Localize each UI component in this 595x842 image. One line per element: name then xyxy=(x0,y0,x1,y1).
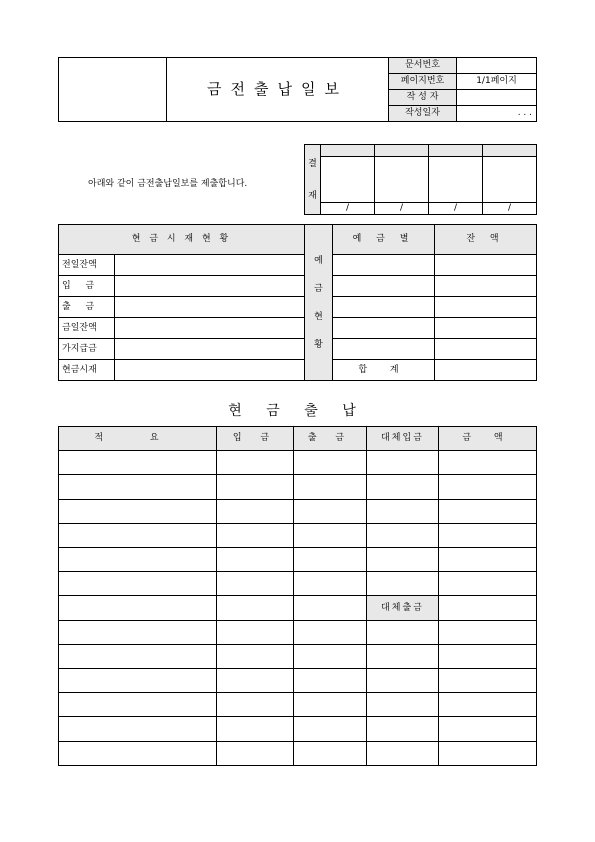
ledger-cell[interactable] xyxy=(59,451,217,475)
ledger-cell[interactable] xyxy=(367,548,439,572)
cash-row-label-cash-on-hand: 현금시재 xyxy=(59,360,115,381)
ledger-cell[interactable] xyxy=(59,475,217,499)
ledger-cell[interactable] xyxy=(59,499,217,523)
date-value[interactable]: . . . xyxy=(457,106,537,122)
page-no-value: 1/1페이지 xyxy=(457,74,537,90)
doc-no-value[interactable] xyxy=(457,58,537,74)
ledger-cell[interactable] xyxy=(294,475,367,499)
approval-date-3[interactable]: / xyxy=(429,203,483,215)
cash-status-title: 현 금 시 재 현 황 xyxy=(59,225,305,255)
ledger-cell[interactable] xyxy=(294,644,367,668)
approver-title-3[interactable] xyxy=(429,145,483,157)
ledger-cell[interactable] xyxy=(294,717,367,741)
ledger-cell[interactable] xyxy=(217,523,294,547)
cash-ledger-table xyxy=(58,426,537,766)
ledger-cell[interactable] xyxy=(59,669,217,693)
ledger-cell[interactable] xyxy=(59,644,217,668)
ledger-cell[interactable] xyxy=(217,548,294,572)
author-label: 작 성 자 xyxy=(389,90,457,106)
ledger-header-transfer-in: 대체입금 xyxy=(367,427,439,451)
deposit-col-balance: 잔 액 xyxy=(435,225,537,255)
ledger-cell[interactable] xyxy=(367,644,439,668)
approval-date-1[interactable]: / xyxy=(321,203,375,215)
approver-sign-2[interactable] xyxy=(375,157,429,203)
approver-sign-4[interactable] xyxy=(483,157,537,203)
ledger-header-description: 적 요 xyxy=(59,427,217,451)
ledger-cell[interactable] xyxy=(217,475,294,499)
ledger-cell[interactable] xyxy=(59,717,217,741)
deposit-bank-cell[interactable] xyxy=(333,339,435,360)
header-logo-cell xyxy=(59,58,167,122)
ledger-cell[interactable] xyxy=(294,693,367,717)
ledger-cell[interactable] xyxy=(294,620,367,644)
ledger-cell[interactable] xyxy=(367,669,439,693)
header-table xyxy=(58,57,537,122)
approval-label xyxy=(305,145,321,215)
ledger-cell[interactable] xyxy=(439,499,537,523)
approval-date-2[interactable]: / xyxy=(375,203,429,215)
deposit-bank-cell[interactable] xyxy=(333,318,435,339)
approver-title-1[interactable] xyxy=(321,145,375,157)
cash-row-label-prev-balance: 전일잔액 xyxy=(59,255,115,276)
deposit-balance-cell[interactable] xyxy=(435,276,537,297)
ledger-cell[interactable] xyxy=(367,717,439,741)
ledger-cell[interactable] xyxy=(367,475,439,499)
ledger-cell[interactable] xyxy=(439,548,537,572)
approval-label-top: 결 xyxy=(308,158,317,169)
ledger-cell[interactable] xyxy=(217,596,294,620)
ledger-cell[interactable] xyxy=(59,572,217,596)
ledger-transfer-out-label: 대체출금 xyxy=(367,596,439,620)
ledger-cell[interactable] xyxy=(294,499,367,523)
approver-sign-3[interactable] xyxy=(429,157,483,203)
ledger-cell[interactable] xyxy=(294,741,367,765)
deposit-side-char-1: 예 xyxy=(314,255,323,266)
ledger-cell[interactable] xyxy=(217,669,294,693)
ledger-cell[interactable] xyxy=(439,523,537,547)
deposit-col-bank: 예 금 별 xyxy=(333,225,435,255)
approval-label-bottom: 재 xyxy=(308,190,317,201)
deposit-side-char-4: 황 xyxy=(314,339,323,350)
cash-row-value-cash-on-hand[interactable] xyxy=(115,360,305,381)
deposit-balance-cell[interactable] xyxy=(435,255,537,276)
deposit-side-label xyxy=(305,225,333,381)
ledger-cell[interactable] xyxy=(294,451,367,475)
cash-row-value-today-balance[interactable] xyxy=(115,318,305,339)
deposit-status-table xyxy=(304,224,537,381)
ledger-cell[interactable] xyxy=(294,548,367,572)
author-value[interactable] xyxy=(457,90,537,106)
ledger-cell[interactable] xyxy=(294,596,367,620)
ledger-cell[interactable] xyxy=(217,572,294,596)
ledger-cell[interactable] xyxy=(367,451,439,475)
deposit-balance-cell[interactable] xyxy=(435,297,537,318)
ledger-cell[interactable] xyxy=(59,620,217,644)
deposit-bank-cell[interactable] xyxy=(333,297,435,318)
deposit-total-value[interactable] xyxy=(435,360,537,381)
cash-row-value-withdrawal[interactable] xyxy=(115,297,305,318)
ledger-cell[interactable] xyxy=(439,693,537,717)
page-no-label: 페이지번호 xyxy=(389,74,457,90)
document-title: 금전출납일보 xyxy=(167,58,389,122)
approver-title-4[interactable] xyxy=(483,145,537,157)
deposit-side-char-3: 현 xyxy=(314,311,323,322)
cash-ledger-title: 현 금 출 납 xyxy=(228,403,366,419)
ledger-cell[interactable] xyxy=(439,717,537,741)
cash-row-value-prev-balance[interactable] xyxy=(115,255,305,276)
cash-row-label-advance: 가지급금 xyxy=(59,339,115,360)
ledger-cell[interactable] xyxy=(59,741,217,765)
approval-table xyxy=(304,144,537,215)
deposit-side-char-2: 금 xyxy=(314,283,323,294)
approver-sign-1[interactable] xyxy=(321,157,375,203)
approval-date-4[interactable]: / xyxy=(483,203,537,215)
ledger-cell[interactable] xyxy=(217,451,294,475)
ledger-header-withdrawal: 출 금 xyxy=(294,427,367,451)
ledger-cell[interactable] xyxy=(59,693,217,717)
cash-status-table xyxy=(58,224,305,381)
ledger-cell[interactable] xyxy=(367,620,439,644)
ledger-cell[interactable] xyxy=(367,572,439,596)
ledger-cell[interactable] xyxy=(217,644,294,668)
deposit-bank-cell[interactable] xyxy=(333,276,435,297)
approver-title-2[interactable] xyxy=(375,145,429,157)
ledger-cell[interactable] xyxy=(59,523,217,547)
deposit-balance-cell[interactable] xyxy=(435,318,537,339)
ledger-cell[interactable] xyxy=(439,451,537,475)
cash-row-label-today-balance: 금일잔액 xyxy=(59,318,115,339)
deposit-bank-cell[interactable] xyxy=(333,255,435,276)
ledger-cell[interactable] xyxy=(439,475,537,499)
ledger-cell[interactable] xyxy=(217,717,294,741)
ledger-cell[interactable] xyxy=(367,523,439,547)
submit-text: 아래와 같이 금전출납일보를 제출합니다. xyxy=(88,179,248,189)
cash-row-label-deposit: 입 금 xyxy=(59,276,115,297)
ledger-cell[interactable] xyxy=(439,572,537,596)
cash-row-value-advance[interactable] xyxy=(115,339,305,360)
deposit-balance-cell[interactable] xyxy=(435,339,537,360)
doc-no-label: 문서번호 xyxy=(389,58,457,74)
ledger-cell[interactable] xyxy=(367,693,439,717)
ledger-cell[interactable] xyxy=(217,620,294,644)
cash-row-value-deposit[interactable] xyxy=(115,276,305,297)
ledger-cell[interactable] xyxy=(439,620,537,644)
deposit-total-label: 합 계 xyxy=(333,360,435,381)
ledger-cell[interactable] xyxy=(59,548,217,572)
ledger-cell[interactable] xyxy=(439,741,537,765)
ledger-header-amount: 금 액 xyxy=(439,427,537,451)
ledger-cell[interactable] xyxy=(294,669,367,693)
ledger-cell[interactable] xyxy=(294,523,367,547)
ledger-cell[interactable] xyxy=(217,741,294,765)
date-label: 작성일자 xyxy=(389,106,457,122)
ledger-cell[interactable] xyxy=(217,499,294,523)
ledger-cell[interactable] xyxy=(439,669,537,693)
ledger-cell[interactable] xyxy=(217,693,294,717)
cash-row-label-withdrawal: 출 금 xyxy=(59,297,115,318)
ledger-cell[interactable] xyxy=(59,596,217,620)
ledger-cell[interactable] xyxy=(439,596,537,620)
ledger-cell[interactable] xyxy=(439,644,537,668)
ledger-cell[interactable] xyxy=(294,572,367,596)
ledger-cell[interactable] xyxy=(367,741,439,765)
ledger-cell[interactable] xyxy=(367,499,439,523)
ledger-header-deposit: 입 금 xyxy=(217,427,294,451)
